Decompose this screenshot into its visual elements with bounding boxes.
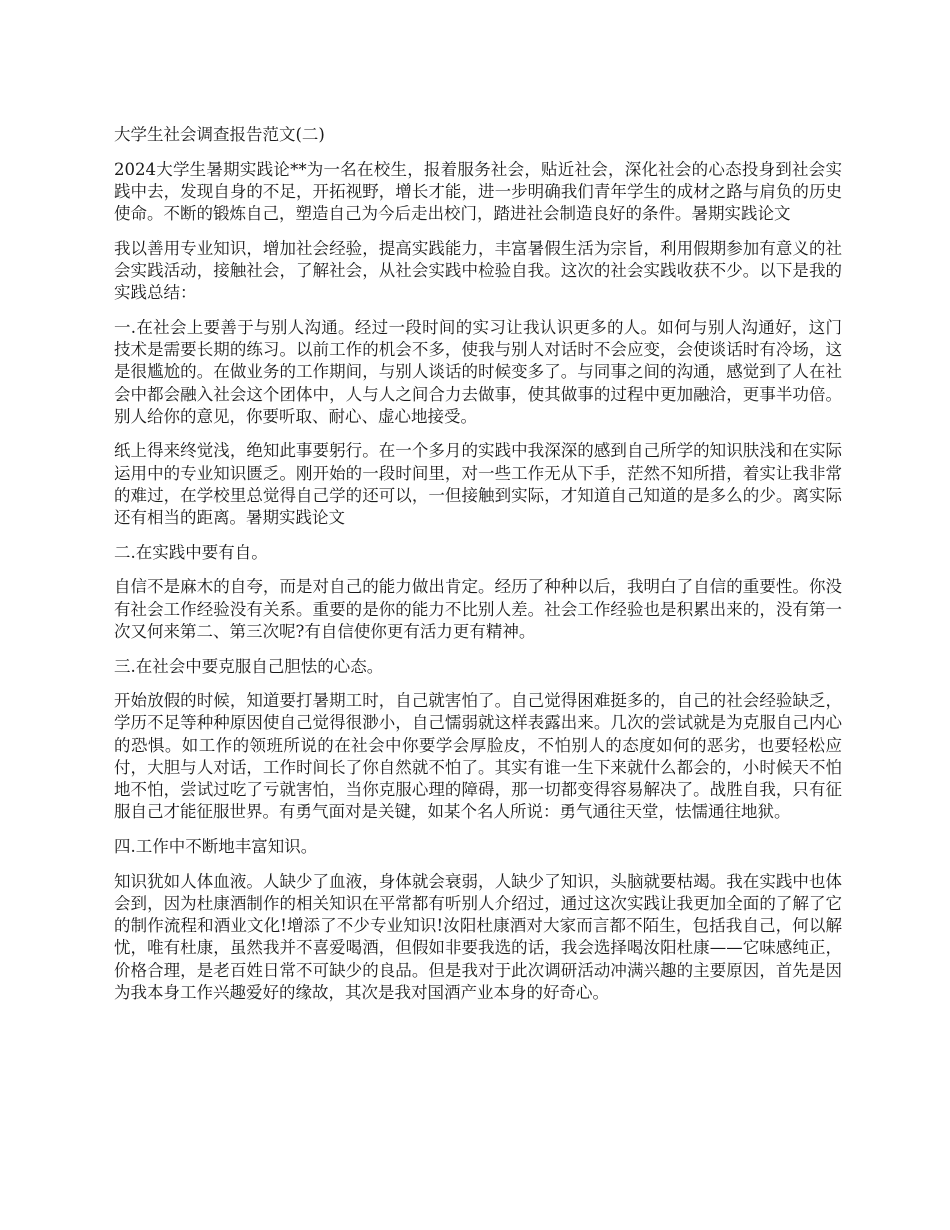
section-heading-timidity: 三.在社会中要克服自己胆怯的心态。 xyxy=(114,656,384,676)
paragraph-knowledge: 知识犹如人体血液。人缺少了血液，身体就会衰弱，人缺少了知识，头脑就要枯竭。我在实践中也体会到，因为杜康酒制作的相关知识在平常都有听别人介绍过，通过这次实践让我更加全面的了解了它的制作流程和酒业文化!增添了不少专业知识!汝阳杜康酒对大家而言都不陌生，包括我自己，何以解忧，唯有杜康，虽然我并不喜爱喝酒，但假如非要我选的话，我会选择喝汝阳杜康——它味感纯正，价格合理，是老百姓日常不可缺少的良品。但是我对于此次调研活动冲满兴趣的主要原因，首先是因为我本身工作兴趣爱好的缘故，其次是我对国酒产业本身的好奇心。 xyxy=(114,871,842,1002)
paragraph-purpose: 我以善用专业知识，增加社会经验，提高实践能力，丰富暑假生活为宗旨，利用假期参加有意义的社会实践活动，接触社会，了解社会，从社会实践中检验自我。这次的社会实践收获不少。以下是我的实践总结： xyxy=(114,238,842,303)
document-page xyxy=(114,124,842,1016)
paragraph-confidence: 自信不是麻木的自夸，而是对自己的能力做出肯定。经历了种种以后，我明白了自信的重要性。你没有社会工作经验没有关系。重要的是你的能力不比别人差。社会工作经验也是积累出来的，没有第一次又何来第二、第三次呢?有自信使你更有活力更有精神。 xyxy=(114,577,842,641)
paragraph-timidity: 开始放假的时候，知道要打暑期工时，自己就害怕了。自己觉得困难挺多的，自己的社会经验缺乏，学历不足等种种原因使自己觉得很渺小，自己懦弱就这样表露出来。几次的尝试就是为克服自己内心的恐惧。如工作的领班所说的在社会中你要学会厚脸皮，不怕别人的态度如何的恶劣，也要轻松应付，大胆与人对话，工作时间长了你自然就不怕了。其实有谁一生下来就什么都会的，小时候天不怕地不怕，尝试过吃了亏就害怕，当你克服心理的障碍，那一切都变得容易解决了。战胜自我，只有征服自己才能征服世界。有勇气面对是关键，如某个名人所说：勇气通往天堂，怯懦通往地狱。 xyxy=(114,691,842,822)
paragraph-practice-knowledge: 纸上得来终觉浅，绝知此事要躬行。在一个多月的实践中我深深的感到自己所学的知识肤浅和在实际运用中的专业知识匮乏。刚开始的一段时间里，对一些工作无从下手，茫然不知所措，着实让我非常的难过，在学校里总觉得自己学的还可以，一但接触到实际，才知道自己知道的是多么的少。离实际还有相当的距离。暑期实践论文 xyxy=(114,441,842,528)
paragraph-communication: 一.在社会上要善于与别人沟通。经过一段时间的实习让我认识更多的人。如何与别人沟通好，这门技术是需要长期的练习。以前工作的机会不多，使我与别人对话时不会应变，会使谈话时有冷场，这是很尴尬的。在做业务的工作期间，与别人谈话的时候变多了。与同事之间的沟通，感觉到了人在社会中都会融入社会这个团体中，人与人之间合力去做事，使其做事的过程中更加融洽，更事半功倍。别人给你的意见，你要听取、耐心、虚心地接受。 xyxy=(114,317,842,426)
section-heading-confidence: 二.在实践中要有自。 xyxy=(114,542,268,562)
section-heading-knowledge: 四.工作中不断地丰富知识。 xyxy=(114,836,318,856)
paragraph-intro: 2024大学生暑期实践论**为一名在校生，报着服务社会，贴近社会，深化社会的心态投身到社会实践中去，发现自身的不足，开拓视野，增长才能，进一步明确我们青年学生的成材之路与肩负的历史使命。不断的锻炼自己，塑造自己为今后走出校门，踏进社会制造良好的条件。暑期实践论文 xyxy=(114,159,842,224)
document-title: 大学生社会调查报告范文(二) xyxy=(114,125,325,144)
